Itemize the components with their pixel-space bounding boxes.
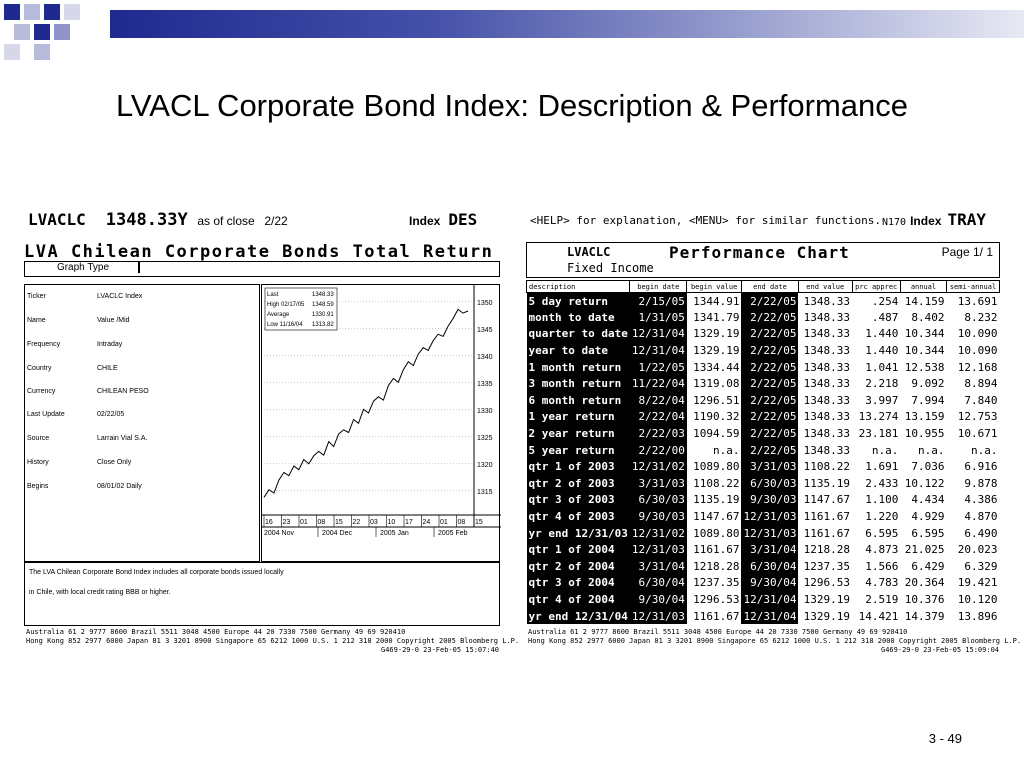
table-cell: 1.566 [865,559,899,573]
price-chart [261,284,500,562]
table-cell: 1.440 [865,327,899,341]
table-cell: 9/30/03 [630,508,687,525]
column-header: prc apprec [852,281,900,293]
table-cell: 1 month return [527,359,630,376]
table-cell: 10.090 [957,344,998,358]
table-cell: 1296.51 [693,393,740,407]
table-cell: 1329.19 [693,327,740,341]
performance-title: Performance Chart [669,243,850,262]
table-cell: .487 [871,310,899,324]
table-row [527,458,1000,475]
table-cell: 2/22/05 [741,442,798,459]
column-header: annual [900,281,946,293]
table-cell: 1147.67 [803,493,850,507]
table-cell: 13.691 [957,294,998,308]
slide-title: LVACL Corporate Bond Index: Description & Performance [115,88,909,123]
table-cell: 2/15/05 [630,293,687,310]
table-cell: 1.220 [865,510,899,524]
help-text: <HELP> for explanation, <MENU> for similar functions. [530,214,881,227]
table-cell: 4.386 [964,493,998,507]
table-cell: 7.036 [911,460,945,474]
table-cell: 2.433 [865,476,899,490]
table-cell: 6.329 [964,559,998,573]
table-cell: 1089.80 [693,526,740,540]
table-cell: 1329.19 [803,609,850,623]
table-cell: 10.120 [957,592,998,606]
description-line: in Chile, with local credit rating BBB or higher. [29,589,171,596]
table-row [527,442,1000,459]
table-row [527,575,1000,592]
des-screen [24,206,520,656]
table-cell: 11/22/04 [631,377,685,391]
table-row [527,359,1000,376]
x-tick-label: 01 [440,519,448,526]
table-cell: 1218.28 [693,559,740,573]
table-cell: 2/22/00 [630,442,687,459]
table-cell: 20.023 [957,543,998,557]
table-cell: 2/22/05 [741,425,798,442]
table-cell: 1237.35 [803,559,850,573]
x-tick-label: 08 [457,519,466,526]
des-subtitle: LVA Chilean Corporate Bonds Total Return [24,242,494,262]
table-cell: 6.490 [964,526,998,540]
legend-value: 1330.91 [312,312,334,318]
table-cell: n.a. [971,443,998,457]
as-of-date: 2/22 [264,214,288,228]
table-cell: 20.364 [904,576,945,590]
legend-value: 1348.59 [312,302,334,308]
y-tick-label: 1335 [477,380,493,388]
table-cell: 1.041 [865,360,899,374]
x-month-label: 2004 Nov [264,530,294,537]
table-cell: 10.090 [957,327,998,341]
table-cell: 7.840 [964,393,998,407]
table-cell: 1348.33 [803,443,850,457]
table-cell: qtr 3 of 2004 [527,575,630,592]
table-cell: 12/31/04 [743,592,797,606]
table-cell: 2 year return [527,425,630,442]
table-cell: 6.429 [911,559,945,573]
table-cell: 2/22/04 [630,409,687,426]
y-tick-label: 1340 [477,353,493,361]
price-chart-svg [262,285,501,563]
decor-square [4,44,20,60]
table-cell: 1348.33 [803,344,850,358]
table-cell: 1296.53 [803,576,850,590]
table-row [527,392,1000,409]
y-tick-label: 1330 [477,407,493,415]
table-row [527,558,1000,575]
table-cell: 1344.91 [693,294,740,308]
decor-square [34,24,50,40]
function-code: TRAY [947,210,986,229]
table-cell: 10.344 [904,327,945,341]
x-month-label: 2005 Jan [380,530,409,537]
x-tick-label: 24 [422,519,431,526]
footer-timestamp: G469-29-0 23-Feb-05 15:09:04 [881,646,1000,654]
table-cell: 9/30/03 [741,492,798,509]
table-cell: 4.873 [865,543,899,557]
table-cell: 12/31/03 [631,609,685,623]
column-header: semi-annual [947,281,1000,293]
table-cell: 6.595 [865,526,899,540]
x-tick-label: 22 [352,519,361,526]
table-cell: 10.344 [904,344,945,358]
footer-contacts: Hong Kong 852 2977 6000 Japan 81 3 3201 8900 Singapore 65 6212 1000 U.S. 1 212 318 2000 Copyright 2005 Bloomberg L.P. [26,637,520,645]
index-description [24,562,500,626]
table-cell: 1.100 [865,493,899,507]
table-cell: 9.878 [964,476,998,490]
ticker: LVACLC [28,210,86,229]
table-cell: 1094.59 [693,427,740,441]
table-cell: 1161.67 [693,543,740,557]
x-tick-label: 10 [387,519,396,526]
table-cell: 1.691 [865,460,899,474]
table-cell: 8.232 [964,310,998,324]
table-cell: 2/22/05 [741,409,798,426]
table-cell: 10.376 [904,592,945,606]
table-cell: qtr 2 of 2004 [527,558,630,575]
table-cell: 8.402 [911,310,945,324]
table-cell: yr end 12/31/03 [528,526,628,540]
table-row [527,425,1000,442]
legend-key: Average [267,312,290,318]
x-tick-label: 03 [370,519,378,526]
table-cell: 6/30/04 [741,558,798,575]
header-gradient-bar [110,10,1024,38]
table-cell: 1135.19 [693,493,740,507]
x-tick-label: 08 [317,519,326,526]
table-row [527,608,1000,625]
table-cell: 1161.67 [803,510,850,524]
tray-screen [526,206,1022,656]
table-cell: qtr 1 of 2004 [527,541,630,558]
x-tick-label: 23 [282,519,291,526]
decor-square [44,4,60,20]
table-cell: 12/31/04 [631,327,685,341]
ticker: LVACLC [567,245,611,259]
column-header: end date [741,281,798,293]
table-cell: 1161.67 [803,526,850,540]
table-cell: 1348.33 [803,310,850,324]
tray-function [882,210,986,229]
table-cell: 1334.44 [693,360,740,374]
table-cell: 4.929 [911,510,945,524]
legend-value: 1313.82 [312,322,334,328]
table-cell: 8.894 [964,377,998,391]
table-cell: 7.994 [911,393,945,407]
table-row [527,541,1000,558]
table-cell: 1108.22 [693,476,740,490]
table-cell: 2.218 [865,377,899,391]
table-row [527,375,1000,392]
table-cell: 3/31/04 [630,558,687,575]
table-cell: 1.440 [865,344,899,358]
description-fields: Ticker LVACLC Index Name Value /Mid Frequency Intraday Country CHILE Currency CHILEAN PESO Last Update 02/22/05 Source Larrain Vial S.A. History Close Only Begins 08/01/02 Daily [24,284,260,562]
table-row [527,409,1000,426]
table-cell: 6 month return [527,392,630,409]
footer-contacts: Australia 61 2 9777 8600 Brazil 5511 3048 4500 Europe 44 20 7330 7500 Germany 49 69 920410 [26,628,406,636]
table-cell: 1329.19 [803,592,850,606]
x-tick-label: 01 [300,519,308,526]
legend-key: Last [267,292,279,298]
footer-contacts: Hong Kong 852 2977 6000 Japan 81 3 3201 8900 Singapore 65 6212 1000 U.S. 1 212 318 2000 Copyright 2005 Bloomberg L.P. [528,637,1022,645]
page-number: 3 - 49 [928,731,962,746]
table-cell: n.a. [871,443,899,457]
table-cell: 1329.19 [693,344,740,358]
table-cell: 5 day return [527,293,630,310]
table-cell: 4.434 [911,493,945,507]
table-cell: 1237.35 [693,576,740,590]
index-label: Index [409,214,441,228]
table-cell: 1089.80 [693,460,740,474]
legend-key: High 02/17/05 [267,302,305,308]
table-row [527,326,1000,343]
table-cell: 12/31/03 [631,543,685,557]
table-cell: 14.421 [858,609,899,623]
index-label: Index [910,214,942,228]
table-cell: year to date [527,342,630,359]
table-cell: 12/31/03 [743,526,797,540]
table-cell: qtr 4 of 2004 [527,591,630,608]
table-cell: 1190.32 [693,410,740,424]
table-cell: 1348.33 [803,410,850,424]
table-cell: 1348.33 [803,377,850,391]
table-cell: 12/31/02 [631,526,685,540]
table-cell: qtr 2 of 2003 [527,475,630,492]
function-code: DES [448,210,478,229]
table-cell: 19.421 [957,576,998,590]
decor-square [64,4,80,20]
table-cell: 1348.33 [803,327,850,341]
table-cell: 1348.33 [803,360,850,374]
table-cell: 6/30/03 [741,475,798,492]
column-header: end value [798,281,852,293]
table-cell: quarter to date [528,327,628,341]
x-tick-label: 17 [405,519,413,526]
column-header: description [527,281,630,293]
table-cell: 14.159 [904,294,945,308]
table-cell: 2/22/05 [741,359,798,376]
table-cell: 12/31/03 [743,510,797,524]
y-tick-label: 1325 [477,434,493,442]
footer-contacts: Australia 61 2 9777 8600 Brazil 5511 3048 4500 Europe 44 20 7330 7500 Germany 49 69 920410 [528,628,908,636]
table-cell: 3.997 [865,393,899,407]
table-row [527,475,1000,492]
table-cell: 9/30/04 [741,575,798,592]
x-tick-label: 16 [265,519,273,526]
y-tick-label: 1345 [477,326,493,334]
table-row [527,508,1000,525]
table-cell: 1348.33 [803,294,850,308]
table-cell: 1135.19 [803,476,850,490]
footer-timestamp: G469-29-0 23-Feb-05 15:07:40 [381,646,500,654]
table-cell: 21.025 [904,543,945,557]
table-cell: n.a. [918,443,945,457]
table-cell: 5 year return [527,442,630,459]
asset-class: Fixed Income [567,261,654,275]
decor-square [24,4,40,20]
table-cell: 6/30/04 [630,575,687,592]
legend-key: Low 11/16/04 [267,322,303,328]
table-cell: 3 month return [527,375,630,392]
table-cell: 2/22/03 [630,425,687,442]
x-tick-label: 15 [475,519,483,526]
column-header: begin date [630,281,687,293]
table-row [527,309,1000,326]
table-row [527,293,1000,310]
performance-table [526,280,1000,624]
table-cell: 12/31/04 [631,344,685,358]
table-cell: 1296.53 [693,592,740,606]
table-row [527,342,1000,359]
table-cell: 2/22/05 [741,326,798,343]
table-cell: 23.181 [858,427,899,441]
table-cell: 6.916 [964,460,998,474]
legend-value: 1348.33 [312,292,334,298]
table-cell: 2/22/05 [741,375,798,392]
table-cell: qtr 4 of 2003 [527,508,630,525]
table-cell: 2/22/05 [741,392,798,409]
performance-header [526,242,1000,278]
table-cell: month to date [527,309,630,326]
table-cell: 2.519 [865,592,899,606]
table-cell: 1147.67 [693,510,740,524]
table-cell: 1161.67 [693,609,740,623]
table-cell: 13.159 [904,410,945,424]
y-tick-label: 1320 [477,461,493,469]
table-cell: 9.092 [911,377,945,391]
table-cell: 12.168 [957,360,998,374]
table-cell: 1218.28 [803,543,850,557]
table-cell: qtr 1 of 2003 [527,458,630,475]
page-indicator: Page 1/ 1 [941,245,993,259]
screen-code: N170 [882,217,907,228]
series-line [264,309,468,497]
table-cell: 1341.79 [693,310,740,324]
table-cell: 2/22/05 [741,342,798,359]
table-cell: 12.753 [957,410,998,424]
decor-square [54,24,70,40]
table-cell: 9/30/04 [630,591,687,608]
column-header: begin value [687,281,742,293]
decor-square [4,4,20,20]
table-cell: 1/22/05 [630,359,687,376]
table-row [527,492,1000,509]
table-cell: 13.896 [957,609,998,623]
table-cell: 2/22/05 [741,309,798,326]
table-cell: 6/30/03 [630,492,687,509]
table-cell: 2/22/05 [741,293,798,310]
table-cell: 1 year return [527,409,630,426]
description-line: The LVA Chilean Corporate Bond Index includes all corporate bonds issued locally [29,569,284,576]
decor-square [14,24,30,40]
as-of-label: as of close [197,214,255,228]
graph-type-label[interactable]: Graph Type [28,262,140,273]
table-cell: 8/22/04 [630,392,687,409]
x-month-label: 2005 Feb [438,530,468,537]
table-cell: 6.595 [911,526,945,540]
table-cell: 1348.33 [803,427,850,441]
table-cell: yr end 12/31/04 [528,609,628,623]
x-month-label: 2004 Dec [322,530,352,537]
y-tick-label: 1315 [477,488,493,496]
table-cell: 13.274 [858,410,899,424]
x-tick-label: 15 [335,519,343,526]
table-row [527,525,1000,542]
des-header [28,210,288,230]
table-cell: 3/31/04 [741,541,798,558]
table-cell: 12/31/04 [743,609,797,623]
table-cell: 12.538 [904,360,945,374]
table-cell: 1319.08 [693,377,740,391]
table-cell: qtr 3 of 2003 [527,492,630,509]
table-cell: 1/31/05 [630,309,687,326]
table-cell: 3/31/03 [741,458,798,475]
table-body [527,293,1000,625]
table-cell: 1108.22 [803,460,850,474]
des-function [409,210,477,229]
table-cell: n.a. [712,443,740,457]
table-cell: 14.379 [904,609,945,623]
graph-type-bar [24,261,500,277]
price: 1348.33Y [105,210,188,230]
table-cell: 12/31/02 [631,460,685,474]
table-header-row [527,281,1000,293]
table-cell: 10.122 [904,476,945,490]
y-tick-label: 1350 [477,299,493,307]
table-cell: 10.671 [957,427,998,441]
table-cell: 4.870 [964,510,998,524]
table-cell: 1348.33 [803,393,850,407]
table-cell: 4.783 [865,576,899,590]
table-cell: .254 [871,294,899,308]
decor-square [34,44,50,60]
table-row [527,591,1000,608]
table-cell: 10.955 [904,427,945,441]
table-cell: 3/31/03 [630,475,687,492]
